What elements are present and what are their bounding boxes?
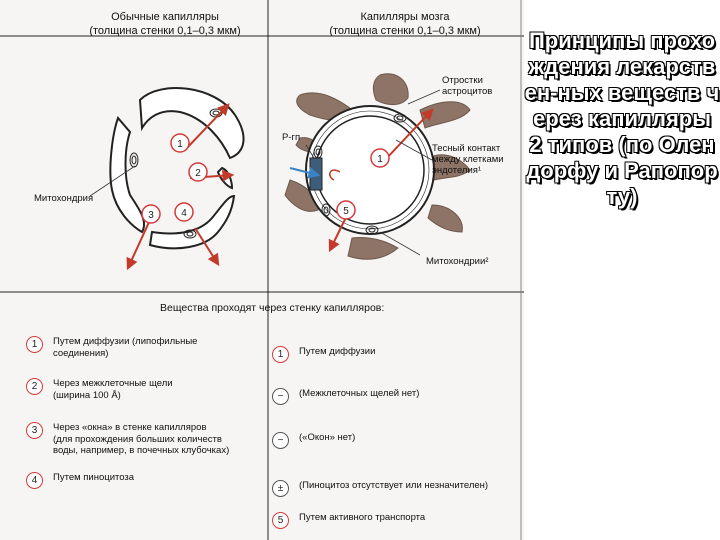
capillary-segment: [218, 168, 232, 188]
list-badge: 3: [26, 422, 43, 439]
label-tight-junction: Тесный контакт между клетками эндотелия¹: [432, 143, 504, 176]
list-item-right: [272, 388, 419, 405]
list-text: Через «окна» в стенке капилляров (для прохождения больших количеств воды, например, в почечных клубочках): [53, 422, 230, 456]
list-item-left: [26, 336, 197, 359]
list-badge: −: [272, 388, 289, 405]
ordinary-capillary: [110, 88, 243, 248]
list-item-left: [26, 472, 134, 489]
svg-text:1: 1: [177, 139, 183, 150]
label-astrocytes: Отростки астроцитов: [442, 75, 493, 97]
svg-text:1: 1: [377, 154, 383, 165]
list-text: Путем диффузии (липофильные соединения): [53, 336, 198, 359]
label-pgp: Р-гп: [282, 132, 301, 143]
list-text: Путем пиноцитоза: [53, 472, 135, 483]
list-item-right: [272, 432, 355, 449]
header-brain-title: Капилляры мозга: [360, 11, 450, 23]
list-text: Путем активного транспорта: [299, 512, 426, 523]
list-item-left: [26, 422, 229, 457]
list-item-right: [272, 512, 425, 529]
list-badge: 4: [26, 472, 43, 489]
header-ordinary-thickness: (толщина стенки 0,1–0,3 мкм): [89, 25, 241, 37]
svg-text:4: 4: [181, 208, 187, 219]
slide-title: Принципы прохождения лекарствен-ных веществ через капилляры 2 типов (по Олендорфу и Рапопорту): [524, 28, 720, 209]
list-text: Через межклеточные щели (ширина 100 Å): [53, 378, 173, 401]
label-mitochondria-left: Митохондрия: [34, 193, 94, 204]
list-text: (Межклеточных щелей нет): [299, 388, 420, 399]
list-item-right: [272, 480, 488, 497]
list-item-right: [272, 346, 375, 363]
list-badge: ±: [272, 480, 289, 497]
ordinary-markers: [142, 134, 207, 223]
list-badge: 2: [26, 378, 43, 395]
list-badge: 1: [26, 336, 43, 353]
svg-text:5: 5: [343, 206, 349, 217]
capillary-segment: [110, 118, 144, 232]
label-mitochondria-right: Митохондрии²: [426, 256, 489, 267]
svg-text:2: 2: [195, 168, 201, 179]
capillary-segment: [140, 88, 244, 158]
list-badge: 1: [272, 346, 289, 363]
header-brain-thickness: (толщина стенки 0,1–0,3 мкм): [329, 25, 481, 37]
header-ordinary-title: Обычные капилляры: [111, 11, 219, 23]
list-badge: 5: [272, 512, 289, 529]
list-text: («Окон» нет): [299, 432, 356, 443]
list-item-left: [26, 378, 173, 401]
list-badge: −: [272, 432, 289, 449]
svg-text:3: 3: [148, 210, 154, 221]
list-text: (Пиноцитоз отсутствует или незначителен): [299, 480, 489, 491]
section-title: Вещества проходят через стенку капилляров:: [160, 302, 385, 314]
capillary-segment: [150, 196, 234, 248]
list-text: Путем диффузии: [299, 346, 376, 357]
